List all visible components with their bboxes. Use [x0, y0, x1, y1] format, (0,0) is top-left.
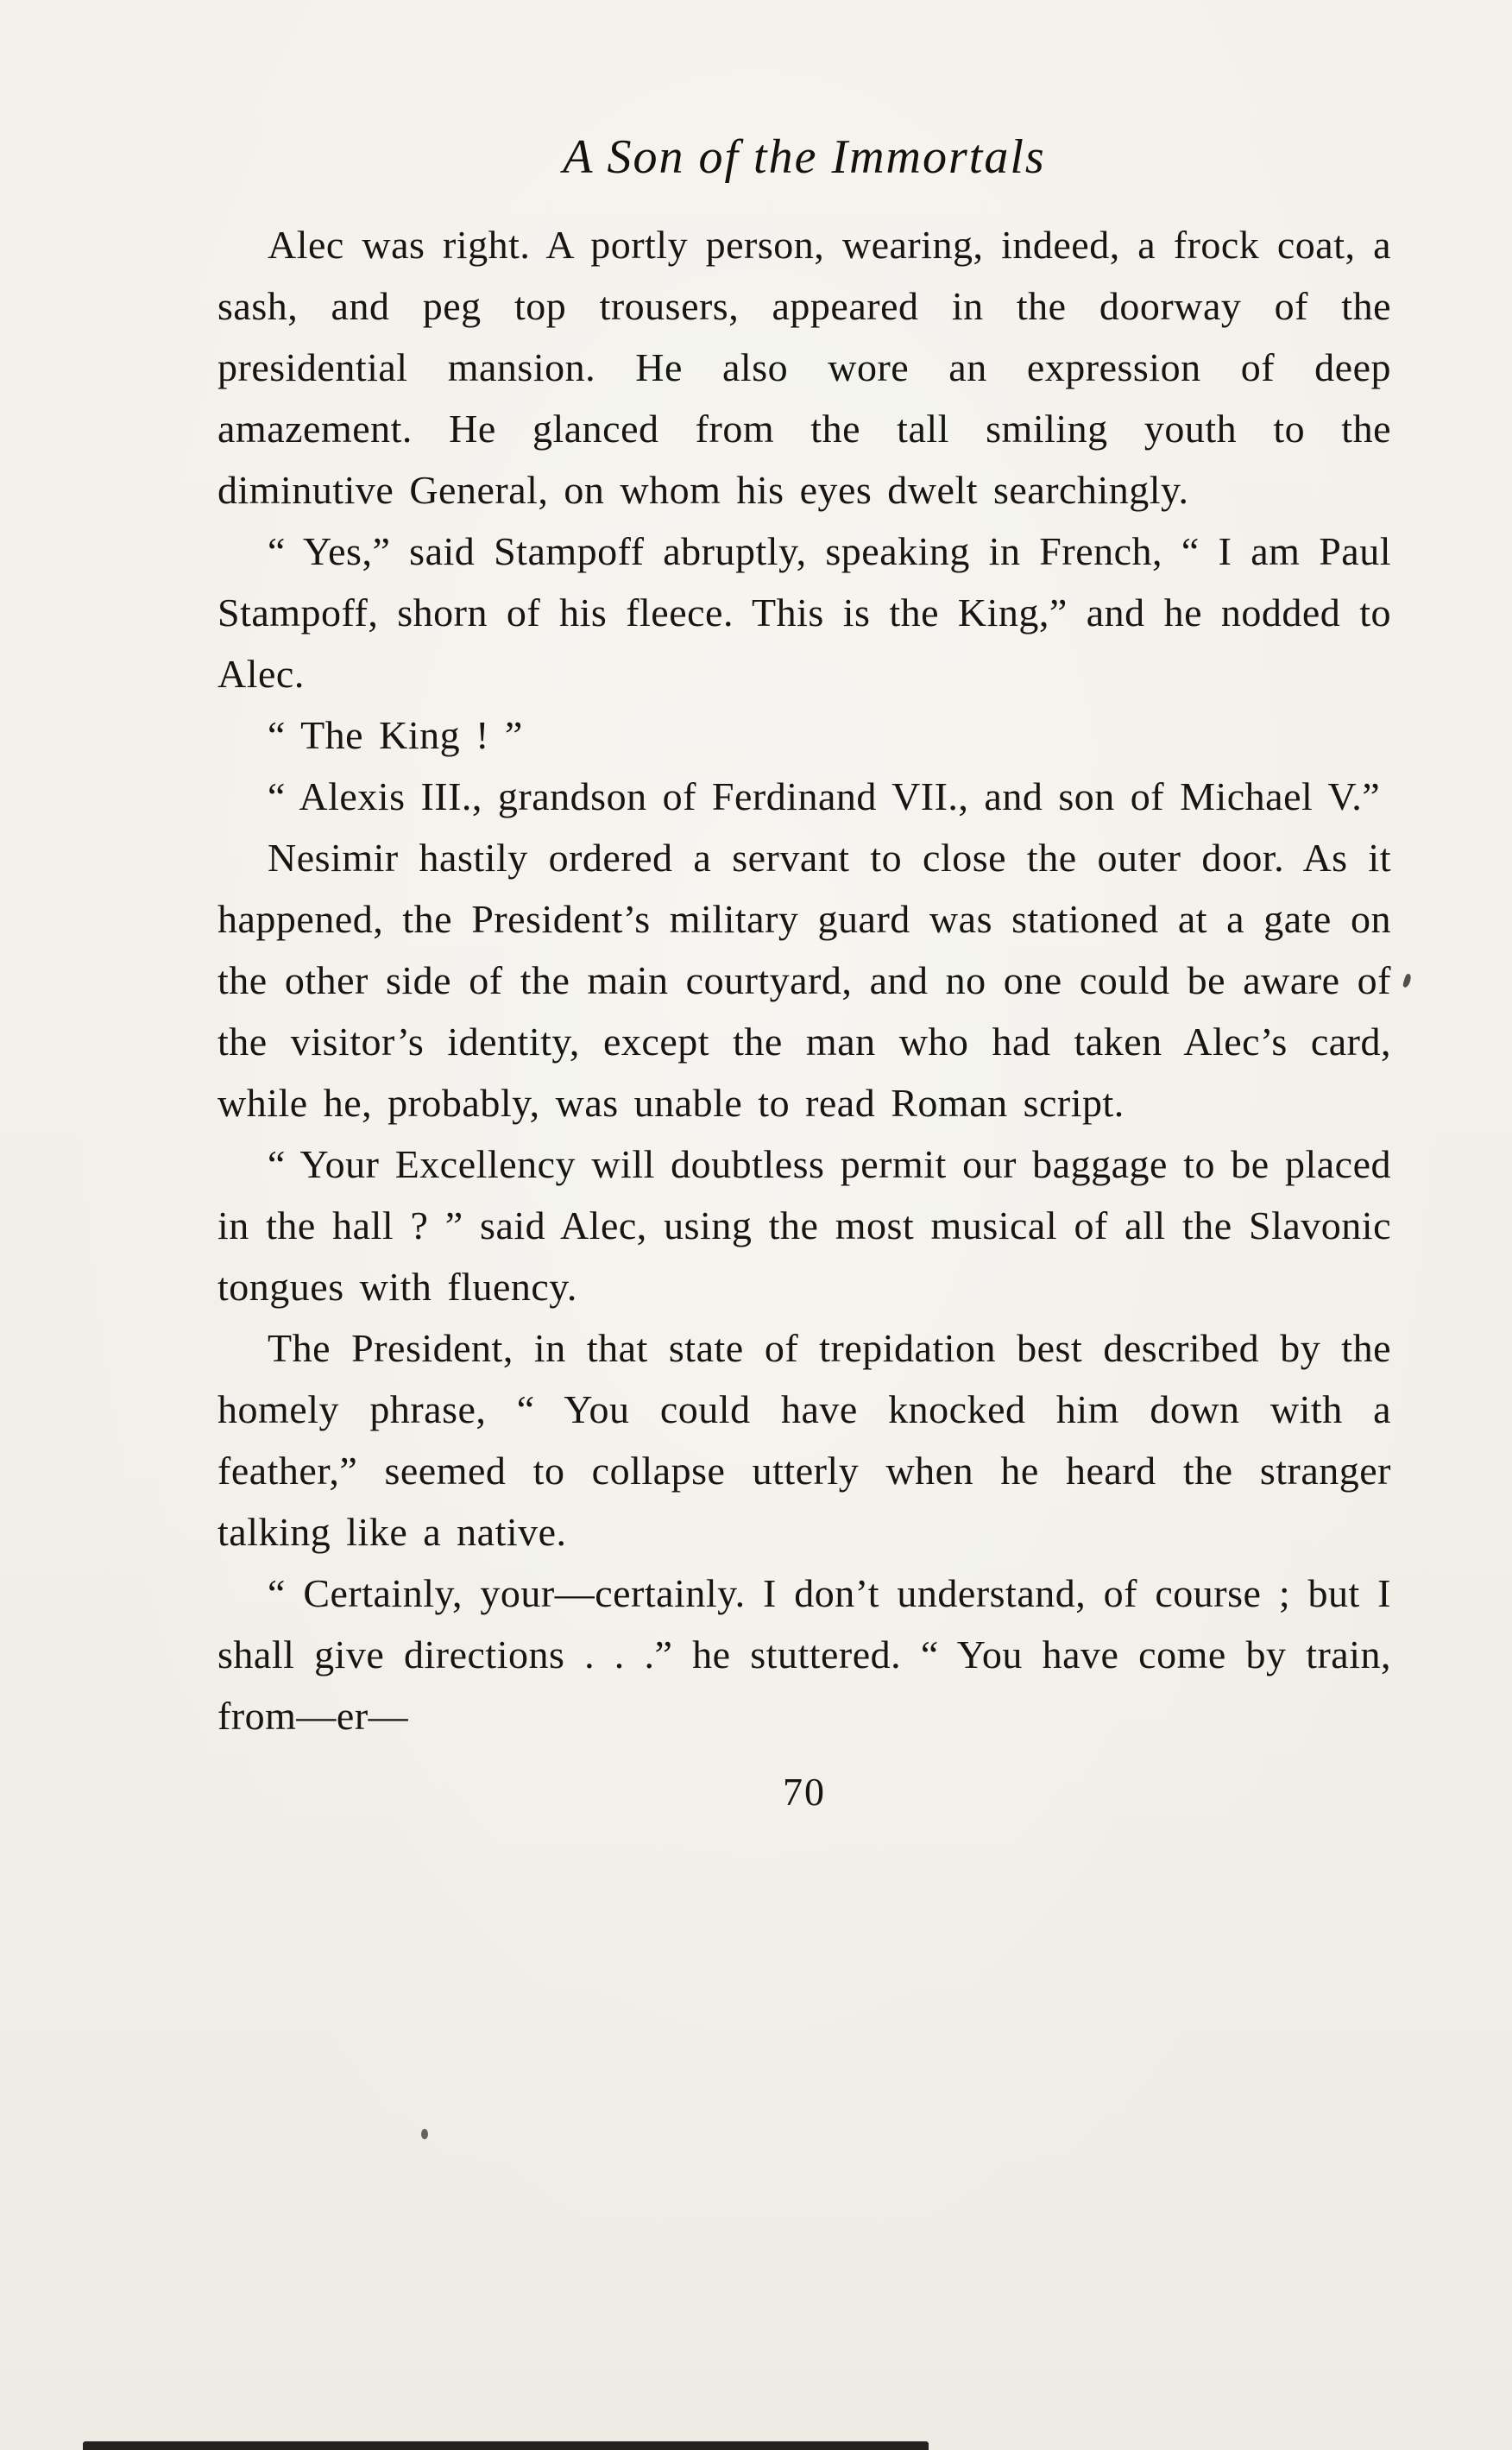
paragraph: “ Your Excellency will doubtless permit our baggage to be placed in the hall ? ” said Alec, using the most musical of all the Slavonic tongues with fluency. [217, 1142, 1391, 1309]
scan-speck-artifact [1402, 973, 1413, 988]
paragraph: “ Alexis III., grandson of Ferdinand VII., and son of Michael V.” [268, 774, 1381, 818]
paragraph: “ Yes,” said Stampoff abruptly, speaking in French, “ I am Paul Stampoff, shorn of his fleece. This is the King,” and he nodded to Alec. [217, 529, 1391, 696]
paragraph: The President, in that state of trepidation best described by the homely phrase, “ You could have knocked him down with a feather,” seemed to collapse utterly when he heard the stranger talking like a native. [217, 1326, 1391, 1554]
page-title: A Son of the Immortals [563, 130, 1046, 184]
body-text [217, 214, 1391, 1746]
scan-edge-artifact [83, 2441, 929, 2450]
paragraph: Nesimir hastily ordered a servant to close the outer door. As it happened, the President’s military guard was stationed at a gate on the other side of the main courtyard, and no one could be aware of the visitor’s identity, except the man who had taken Alec’s card, while he, probably, was unable to read Roman script. [217, 836, 1391, 1125]
paragraph: “ Certainly, your—certainly. I don’t understand, of course ; but I shall give directions . . .” he stuttered. “ You have come by train, from—er— [217, 1571, 1391, 1738]
text-block [217, 129, 1391, 1815]
paragraph: “ The King ! ” [268, 713, 523, 757]
scan-speck-artifact [421, 2129, 428, 2139]
paragraph: Alec was right. A portly person, wearing, indeed, a frock coat, a sash, and peg top trousers, appeared in the doorway of the presidential mansion. He also wore an expression of deep amazement. He glanced from the tall smiling youth to the diminutive General, on whom his eyes dwelt searchingly. [217, 223, 1391, 512]
page-number: 70 [783, 1770, 826, 1814]
